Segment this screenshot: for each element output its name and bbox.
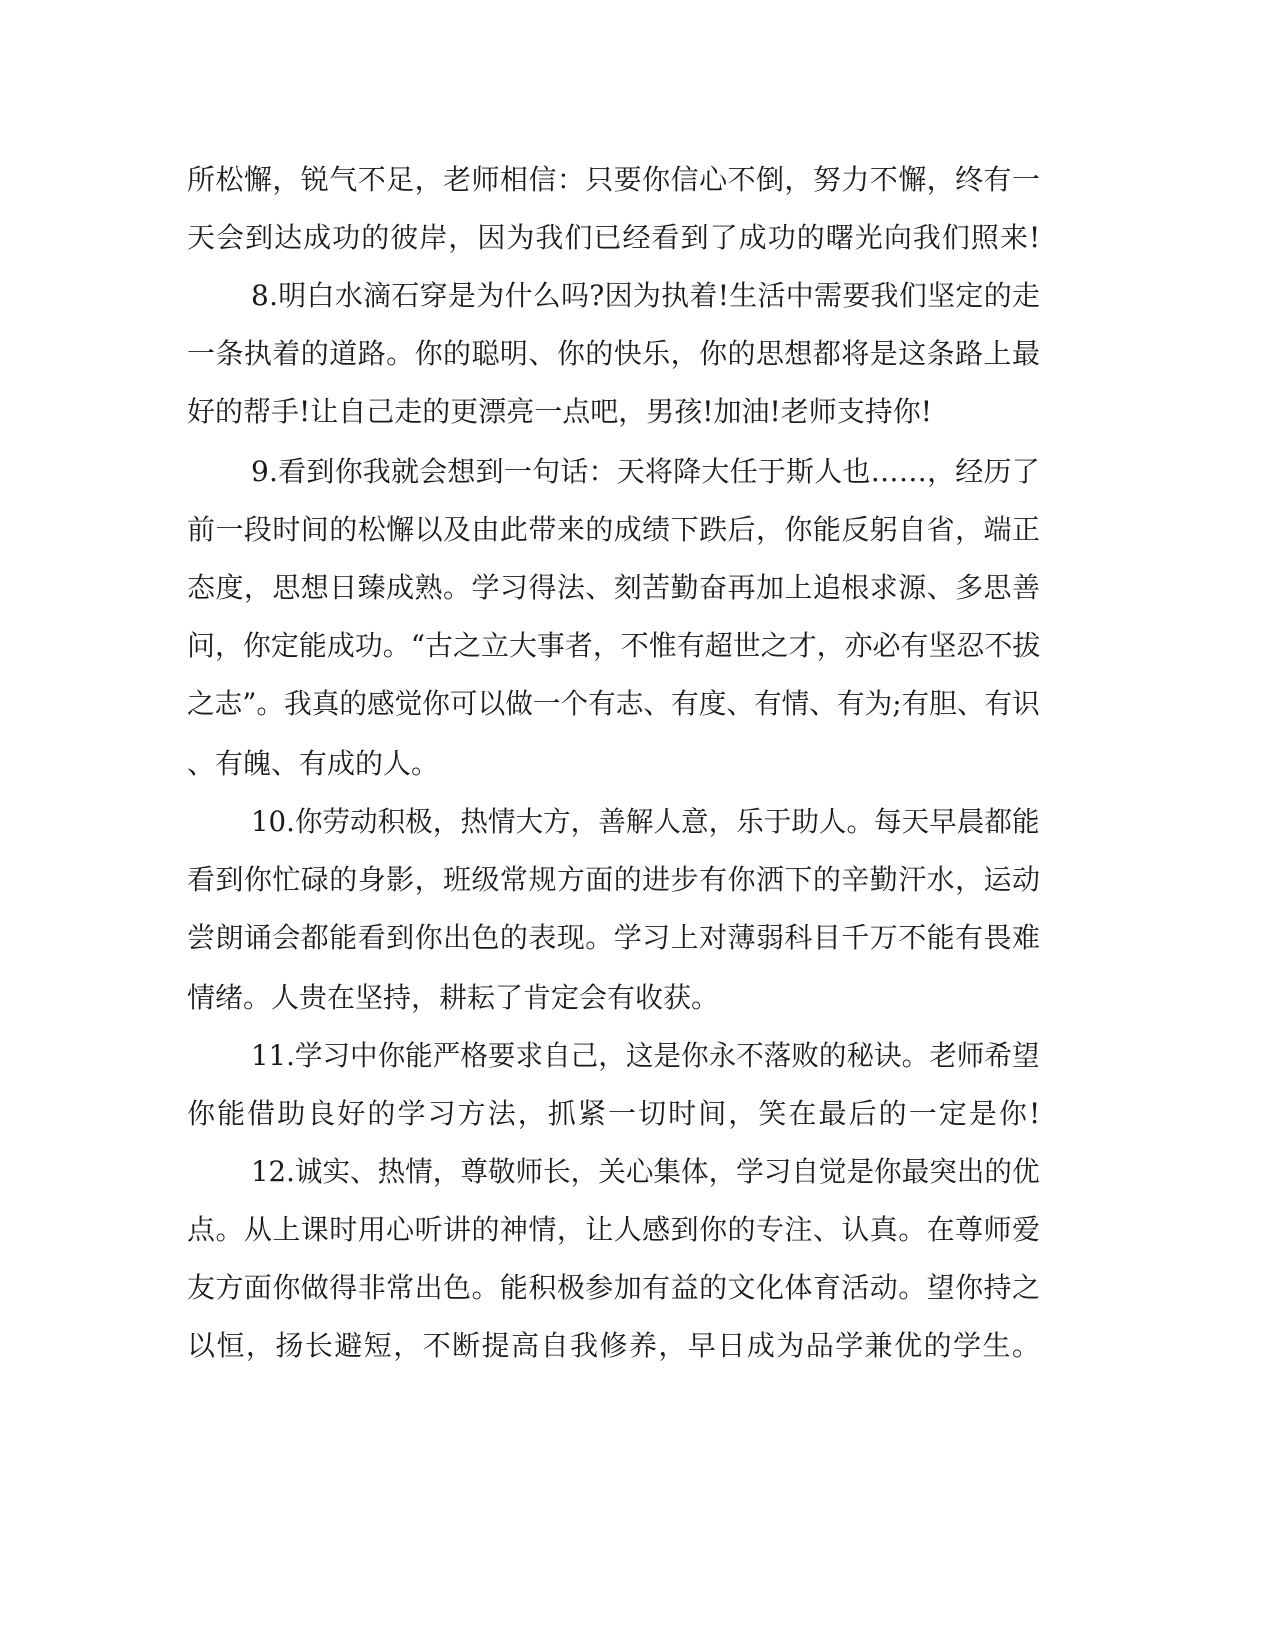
text-line: 态度，思想日臻成熟。学习得法、刻苦勤奋再加上追根求源、多思善 [187,571,1041,604]
text-line: 情绪。人贵在坚持，耕耘了肯定会有收获。 [187,981,720,1014]
text-line: 所松懈，锐气不足，老师相信：只要你信心不倒，努力不懈，终有一 [187,163,1041,196]
text-line: 、有魄、有成的人。 [187,747,440,780]
text-line: 一条执着的道路。你的聪明、你的快乐，你的思想都将是这条路上最 [187,337,1041,370]
paragraph-start-9: 9.看到你我就会想到一句话：天将降大任于斯人也……，经历了 [251,455,1040,488]
paragraph-start-8: 8.明白水滴石穿是为什么吗?因为执着!生活中需要我们坚定的走 [251,279,1041,312]
text-line: 看到你忙碌的身影，班级常规方面的进步有你洒下的辛勤汗水，运动 [187,863,1041,896]
paragraph-start-10: 10.你劳动积极，热情大方，善解人意，乐于助人。每天早晨都能 [251,805,1040,838]
text-line: 尝朗诵会都能看到你出色的表现。学习上对薄弱科目千万不能有畏难 [187,921,1041,954]
text-line: 你能借助良好的学习方法，抓紧一切时间，笑在最后的一定是你! [187,1097,1043,1130]
text-line: 问，你定能成功。“古之立大事者，不惟有超世之才，亦必有坚忍不拔 [187,629,1041,662]
text-line: 好的帮手!让自己走的更漂亮一点吧，男孩!加油!老师支持你! [187,395,933,428]
text-line: 天会到达成功的彼岸，因为我们已经看到了成功的曙光向我们照来! [187,221,1042,254]
text-line: 之志”。我真的感觉你可以做一个有志、有度、有情、有为;有胆、有识 [187,687,1040,720]
text-line: 友方面你做得非常出色。能积极参加有益的文化体育活动。望你持之 [187,1271,1041,1304]
paragraph-start-12: 12.诚实、热情，尊敬师长，关心集体，学习自觉是你最突出的优 [251,1155,1040,1188]
text-line: 以恒，扬长避短，不断提高自我修养，早日成为品学兼优的学生。 [187,1329,1042,1362]
paragraph-start-11: 11.学习中你能严格要求自己，这是你永不落败的秘诀。老师希望 [251,1039,1040,1072]
text-line: 点。从上课时用心听讲的神情，让人感到你的专注、认真。在尊师爱 [187,1213,1041,1246]
text-line: 前一段时间的松懈以及由此带来的成绩下跌后，你能反躬自省，端正 [187,513,1041,546]
